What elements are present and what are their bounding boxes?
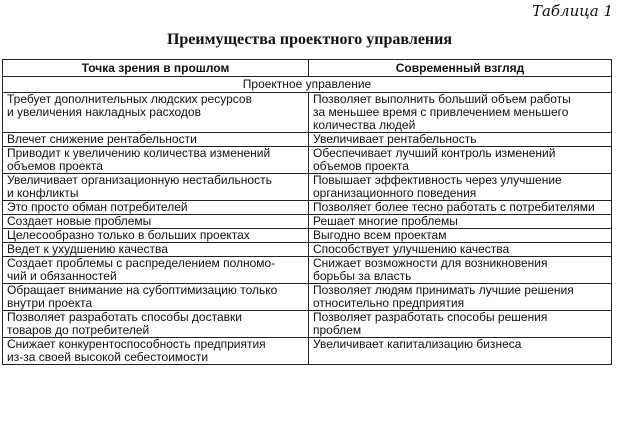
table-row bbox=[3, 201, 612, 215]
table-row bbox=[3, 133, 612, 147]
modern-view-cell: Повышает эффективность через улучшение организационного поведения bbox=[309, 174, 612, 201]
table-row bbox=[3, 147, 612, 174]
past-view-cell: Целесообразно только в больших проектах bbox=[3, 229, 309, 243]
table-row bbox=[3, 93, 612, 133]
table-title: Преимущества проектного управления bbox=[166, 31, 453, 48]
table-row bbox=[3, 215, 612, 229]
modern-view-cell: Позволяет людям принимать лучшие решения относительно предприятия bbox=[309, 284, 612, 311]
past-view-cell: Позволяет разработать способы доставки товаров до потребителей bbox=[3, 311, 309, 338]
modern-view-cell: Решает многие проблемы bbox=[309, 215, 612, 229]
table-row bbox=[3, 243, 612, 257]
modern-view-cell: Снижает возможности для возникновения борьбы за власть bbox=[309, 257, 612, 284]
table-caption: Таблица 1 bbox=[531, 2, 613, 20]
modern-view-cell: Выгодно всем проектам bbox=[309, 229, 612, 243]
past-view-cell: Обращает внимание на субоптимизацию только внутри проекта bbox=[3, 284, 309, 311]
table-row bbox=[3, 229, 612, 243]
column-header-past: Точка зрения в прошлом bbox=[3, 60, 309, 77]
past-view-cell: Создает новые проблемы bbox=[3, 215, 309, 229]
past-view-cell: Ведет к ухудшению качества bbox=[3, 243, 309, 257]
modern-view-cell: Способствует улучшению качества bbox=[309, 243, 612, 257]
modern-view-cell: Обеспечивает лучший контроль изменений объемов проекта bbox=[309, 147, 612, 174]
modern-view-cell: Позволяет разработать способы решения проблем bbox=[309, 311, 612, 338]
table-row bbox=[3, 338, 612, 365]
table-row bbox=[3, 311, 612, 338]
benefits-table bbox=[2, 59, 612, 365]
modern-view-cell: Увеличивает капитализацию бизнеса bbox=[309, 338, 612, 365]
table-row bbox=[3, 284, 612, 311]
past-view-cell: Снижает конкурентоспособность предприятия из-за своей высокой себестоимости bbox=[3, 338, 309, 365]
modern-view-cell: Позволяет более тесно работать с потребителями bbox=[309, 201, 612, 215]
past-view-cell: Это просто обман потребителей bbox=[3, 201, 309, 215]
section-row bbox=[3, 77, 612, 93]
past-view-cell: Приводит к увеличению количества изменений объемов проекта bbox=[3, 147, 309, 174]
table-header-row bbox=[3, 60, 612, 77]
past-view-cell: Создает проблемы с распределением полномо- чий и обязанностей bbox=[3, 257, 309, 284]
section-label: Проектное управление bbox=[3, 77, 612, 93]
past-view-cell: Влечет снижение рентабельности bbox=[3, 133, 309, 147]
table-row bbox=[3, 174, 612, 201]
table-row bbox=[3, 257, 612, 284]
past-view-cell: Требует дополнительных людских ресурсов и увеличения накладных расходов bbox=[3, 93, 309, 133]
past-view-cell: Увеличивает организационную нестабильность и конфликты bbox=[3, 174, 309, 201]
column-header-modern: Современный взгляд bbox=[309, 60, 612, 77]
modern-view-cell: Увеличивает рентабельность bbox=[309, 133, 612, 147]
modern-view-cell: Позволяет выполнить больший объем работы за меньшее время с привлечением меньшего количества людей bbox=[309, 93, 612, 133]
